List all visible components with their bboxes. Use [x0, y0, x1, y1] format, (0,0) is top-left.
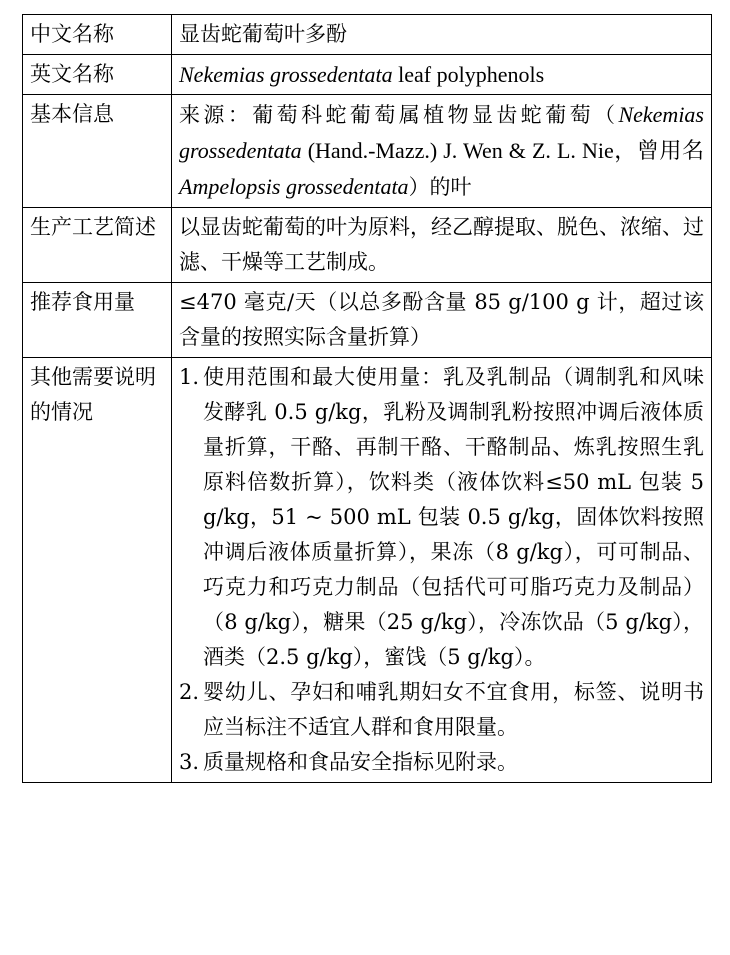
- row-value: 以显齿蛇葡萄的叶为原料，经乙醇提取、脱色、浓缩、过滤、干燥等工艺制成。: [172, 208, 712, 283]
- row-label: 推荐食用量: [23, 283, 172, 358]
- list-item: [179, 675, 704, 745]
- list-item-number: 2.: [179, 680, 200, 704]
- list-item-text: 婴幼儿、孕妇和哺乳期妇女不宜食用，标签、说明书应当标注不适宜人群和食用限量。: [203, 680, 704, 739]
- row-value: [172, 358, 712, 783]
- table-row-english-name: [23, 55, 712, 95]
- list-item-number: 3.: [179, 750, 200, 774]
- row-label: 中文名称: [23, 15, 172, 55]
- table-row-dosage: [23, 283, 712, 358]
- basic-info-tail: ）的叶: [408, 175, 472, 199]
- list-item: [179, 745, 704, 780]
- row-label: 基本信息: [23, 95, 172, 208]
- row-value: [172, 55, 712, 95]
- list-item-number: 1.: [179, 365, 200, 389]
- row-label: 生产工艺简述: [23, 208, 172, 283]
- notes-list: [179, 360, 704, 780]
- table-row-basic-info: [23, 95, 712, 208]
- list-item: [179, 360, 704, 675]
- table-row-other-notes: [23, 358, 712, 783]
- list-item-text: 质量规格和食品安全指标见附录。: [203, 750, 518, 774]
- row-label: 其他需要说明的情况: [23, 358, 172, 783]
- english-name-suffix: leaf polyphenols: [392, 62, 545, 87]
- row-value: [172, 95, 712, 208]
- list-item-text: 使用范围和最大使用量：乳及乳制品（调制乳和风味发酵乳 0.5 g/kg，乳粉及调制乳粉按照冲调后液体质量折算，干酪、再制干酪、干酪制品、炼乳按照生乳原料倍数折算），饮料类（液体饮料≤50 mL 包装 5 g/kg，51 ~ 500 mL 包装 0.5 g/kg，固体饮料按照冲调后液体质量折算），果冻（8 g/kg），可可制品、巧克力和巧克力制品（包括代可可脂巧克力及制品）（8 g/kg），糖果（25 g/kg），冷冻饮品（5 g/kg），酒类（2.5 g/kg），蜜饯（5 g/kg）。: [203, 365, 704, 669]
- authority-text: (Hand.-Mazz.) J. Wen & Z. L. Nie，曾用名: [301, 138, 704, 163]
- basic-info-text: 来源：葡萄科蛇葡萄属植物显齿蛇葡萄（: [179, 103, 619, 127]
- row-label: 英文名称: [23, 55, 172, 95]
- ingredient-info-table: [22, 14, 712, 783]
- latin-synonym-name: Ampelopsis grossedentata: [179, 174, 409, 199]
- row-value: ≤470 毫克/天（以总多酚含量 85 g/100 g 计，超过该含量的按照实际含量折算）: [172, 283, 712, 358]
- table-row-process: [23, 208, 712, 283]
- latin-species-name: Nekemias grossedentata: [179, 102, 704, 163]
- latin-species-name: Nekemias grossedentata: [179, 62, 393, 87]
- row-value: 显齿蛇葡萄叶多酚: [172, 15, 712, 55]
- table-row-chinese-name: [23, 15, 712, 55]
